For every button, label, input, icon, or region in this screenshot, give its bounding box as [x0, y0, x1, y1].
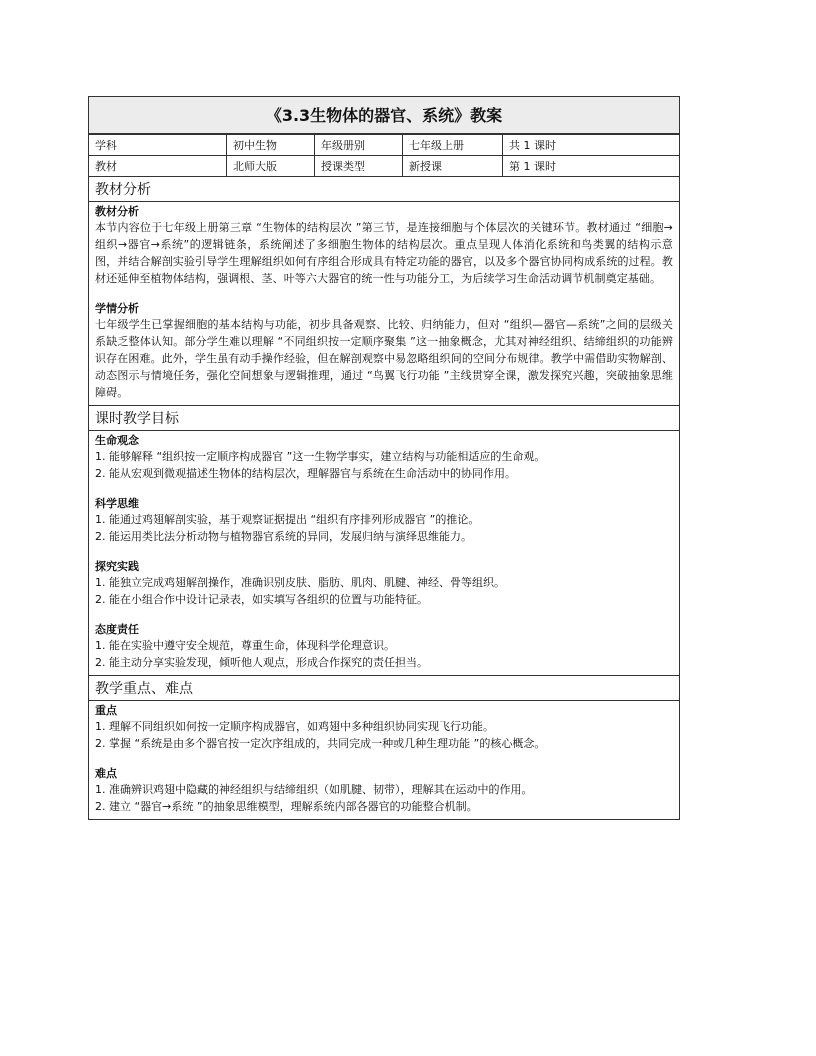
- difficulty-item: 1. 准确辨识鸡翅中隐藏的神经组织与结缔组织（如肌腱、韧带），理解其在运动中的作用。: [95, 783, 533, 796]
- key-point-group-title: 重点: [95, 704, 117, 717]
- info-row-1: [89, 134, 680, 156]
- objective-group-title: 生命观念: [95, 434, 139, 447]
- student-analysis-text: 七年级学生已掌握细胞的基本结构与功能，初步具备观察、比较、归纳能力，但对 “组织—器官—系统”之间的层级关系缺乏整体认知。部分学生难以理解 “不同组织按一定顺序聚集 ”这一抽象概念，尤其对神经组织、结缔组织的功能辨识存在困难。此外，学生虽有动手操作经验，但在解剖观察中易忽略组织间的空间分布规律。教学中需借助实物解剖、动态图示与情境任务，强化空间想象与逻辑推理，通过 “鸟翼飞行功能 ”主线贯穿全课，激发探究兴趣，突破抽象思维障碍。: [95, 318, 674, 399]
- objective-item: 2. 能在小组合作中设计记录表，如实填写各组织的位置与功能特征。: [95, 593, 428, 606]
- teaching-objectives-section: [89, 406, 680, 676]
- textbook-label: 教材: [89, 156, 227, 177]
- objective-group-title: 科学思维: [95, 497, 139, 510]
- current-period: 第 1 课时: [503, 156, 680, 177]
- objective-item: 2. 能运用类比法分析动物与植物器官系统的异同，发展归纳与演绎思维能力。: [95, 530, 472, 543]
- objective-item: 1. 能独立完成鸡翅解剖操作，准确识别皮肤、脂肪、肌肉、肌腱、神经、骨等组织。: [95, 576, 505, 589]
- textbook-value: 北师大版: [227, 156, 315, 177]
- lesson-type-label: 授课类型: [315, 156, 403, 177]
- subject-label: 学科: [89, 134, 227, 156]
- lesson-plan-document: [88, 96, 679, 820]
- lesson-type-value: 新授课: [403, 156, 503, 177]
- document-title: 《3.3生物体的器官、系统》教案: [89, 97, 680, 135]
- subheading-textbook-analysis: 教材分析: [95, 205, 139, 218]
- objective-item: 1. 能通过鸡翅解剖实验，基于观察证据提出 “组织有序排列形成器官 ”的推论。: [95, 513, 480, 526]
- objective-item: 1. 能够解释 “组织按一定顺序构成器官 ”这一生物学事实，建立结构与功能相适应的生命观。: [95, 450, 546, 463]
- section-heading-analysis: 教材分析: [89, 177, 679, 202]
- key-point-item: 1. 理解不同组织如何按一定顺序构成器官，如鸡翅中多种组织协同实现飞行功能。: [95, 720, 494, 733]
- key-points-section: [89, 676, 680, 820]
- textbook-analysis-text: 本节内容位于七年级上册第三章 “生物体的结构层次 ”第三节，是连接细胞与个体层次的关键环节。教材通过 “细胞→组织→器官→系统”的逻辑链条，系统阐述了多细胞生物体的结构层次。重点呈现人体消化系统和鸟类翼的结构示意图，并结合解剖实验引导学生理解组织如何有序组合形成具有特定功能的器官，以及多个器官协同构成系统的过程。教材还延伸至植物体结构，强调根、茎、叶等六大器官的统一性与功能分工，为后续学习生命活动调节机制奠定基础。: [95, 221, 674, 285]
- objective-item: 2. 能从宏观到微观描述生物体的结构层次，理解器官与系统在生命活动中的协同作用。: [95, 467, 516, 480]
- lesson-plan-table: [88, 96, 680, 820]
- difficulty-group-title: 难点: [95, 767, 117, 780]
- objective-item: 2. 能主动分享实验发现，倾听他人观点，形成合作探究的责任担当。: [95, 656, 428, 669]
- subheading-student-analysis: 学情分析: [95, 302, 139, 315]
- section-heading-objectives: 课时教学目标: [89, 406, 679, 431]
- grade-value: 七年级上册: [403, 134, 503, 156]
- objective-group-title: 探究实践: [95, 560, 139, 573]
- difficulty-item: 2. 建立 “器官→系统 ”的抽象思维模型，理解系统内部各器官的功能整合机制。: [95, 800, 478, 813]
- section-heading-key-points: 教学重点、难点: [89, 676, 679, 701]
- info-row-2: [89, 156, 680, 177]
- subject-value: 初中生物: [227, 134, 315, 156]
- objective-group-title: 态度责任: [95, 623, 139, 636]
- objective-item: 1. 能在实验中遵守安全规范，尊重生命，体现科学伦理意识。: [95, 639, 395, 652]
- key-point-item: 2. 掌握 “系统是由多个器官按一定次序组成的，共同完成一种或几种生理功能 ”的核心概念。: [95, 737, 546, 750]
- grade-label: 年级册别: [315, 134, 403, 156]
- total-periods: 共 1 课时: [503, 134, 680, 156]
- textbook-analysis-section: [89, 177, 680, 406]
